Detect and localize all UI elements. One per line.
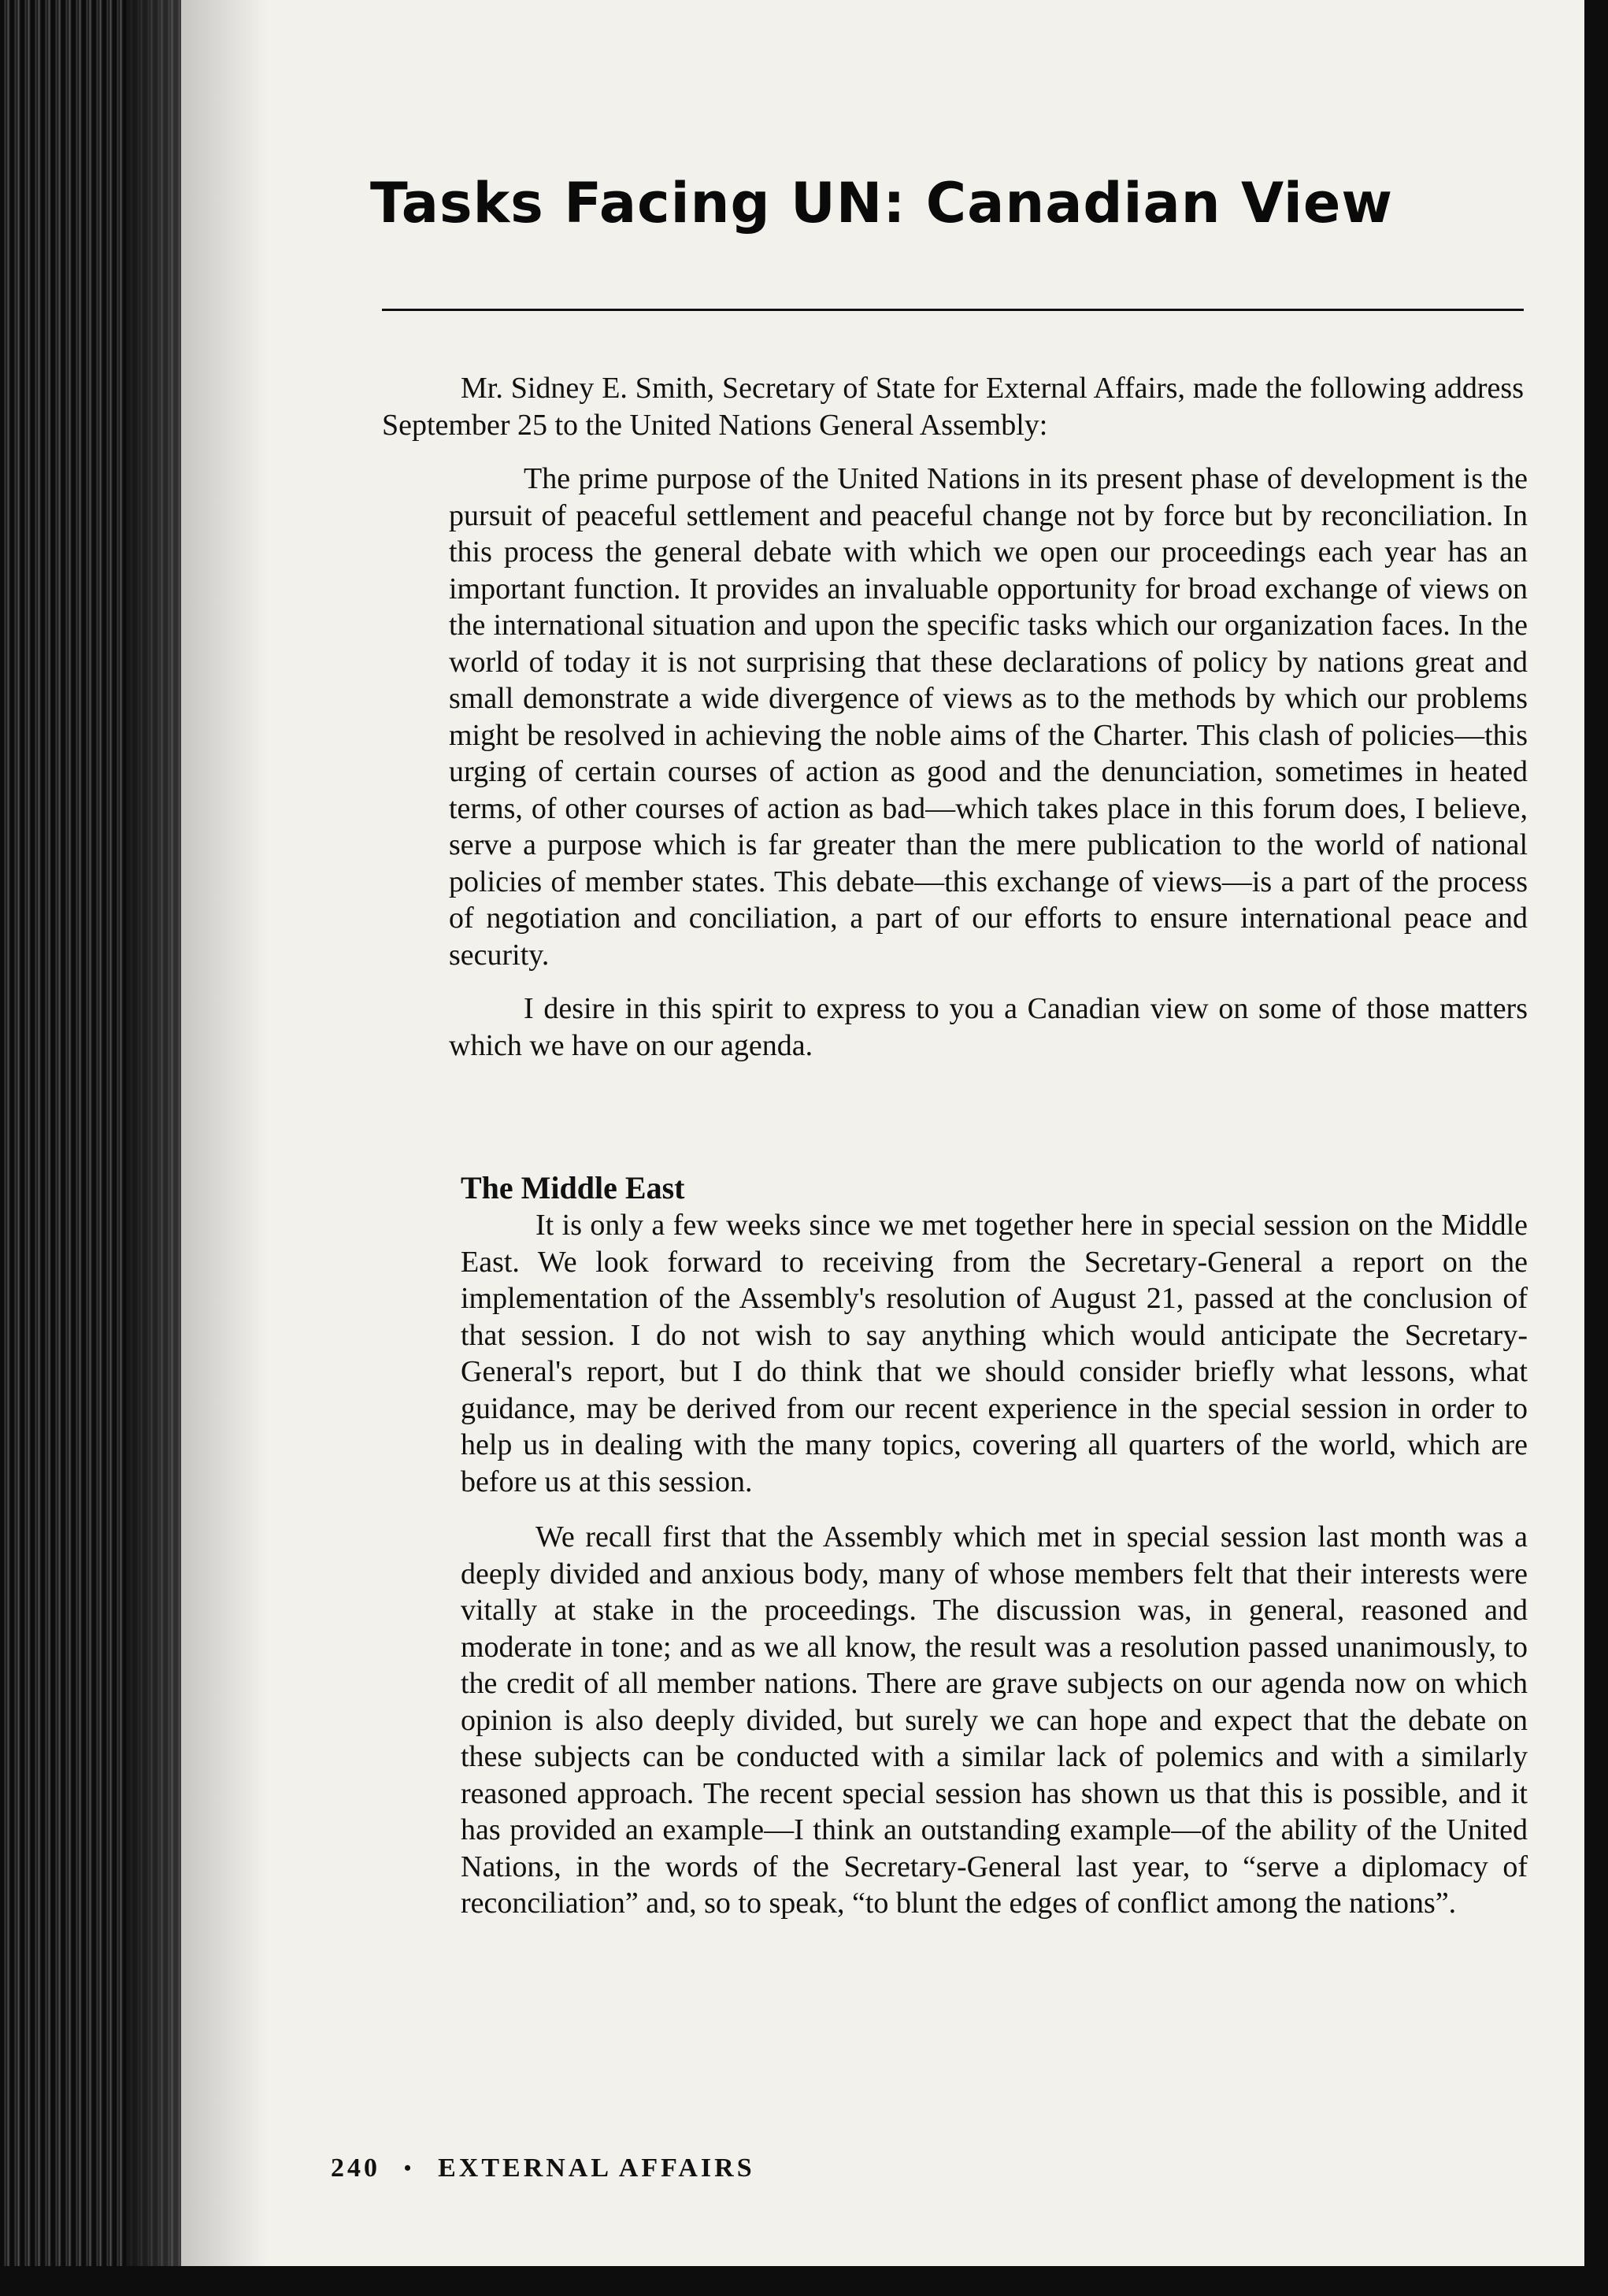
paragraph: The prime purpose of the United Nations in its present phase of development is the pursuit of peaceful settlement and peaceful change not by force but by reconciliation. In this process the general debate with which we open our proceedings each year has an important function. It provides an invaluable opportunity for broad exchange of views on the international situation and upon the specific tasks which our organization faces. In the world of today it is not surprising that these declarations of policy by nations great and small demonstrate a wide divergence of views as to the methods by which our problems might be resolved in achieving the noble aims of the Charter. This clash of policies—this urging of certain courses of action as good and the denunciation, sometimes in heated terms, of other courses of action as bad—which takes place in this forum does, I believe, serve a purpose which is far greater than the mere publication to the world of national policies of member states. This debate—this exchange of views—is a part of the process of negotiation and conciliation, a part of our efforts to ensure international peace and security. (449, 462, 1528, 972)
footer-bullet: • (404, 2157, 415, 2179)
title-divider (382, 309, 1524, 311)
article-header (370, 173, 1536, 234)
article-body (449, 461, 1528, 1064)
publication-name: EXTERNAL AFFAIRS (438, 2153, 755, 2183)
paragraph: We recall first that the Assembly which met in special session last month was a deeply divided and anxious body, many of whose members felt that their interests were vitally at stake in the proceedings. The discussion was, in general, reasoned and moderate in tone; and as we all know, the result was a resolution passed unanimously, to the credit of all member nations. There are grave subjects on our agenda now on which opinion is also deeply divided, but surely we can hope and expect that the debate on these subjects can be conducted with a similar lack of polemics and with a similarly reasoned approach. The recent special session has shown us that this is possible, and it has provided an example—I think an outstanding example—of the ability of the United Nations, in the words of the Secretary-General last year, to “serve a diplomacy of reconciliation” and, so to speak, “to blunt the edges of conflict among the nations”. (461, 1520, 1528, 1920)
article-title: Tasks Facing UN: Canadian View (370, 171, 1394, 235)
page-right-edge (1584, 0, 1608, 2296)
page-bottom-edge (0, 2266, 1608, 2296)
page-footer (331, 2153, 755, 2183)
binding-shadow (126, 0, 268, 2296)
paragraph: It is only a few weeks since we met together here in special session on the Middle East. We look forward to receiving from the Secretary-General a report on the implementation of the Assembly's resolution of August 21, passed at the conclusion of that session. I do not wish to say anything which would anticipate the Secretary-General's report, but I do think that we should consider briefly what lessons, what guidance, may be derived from our recent experience in the special session in order to help us in dealing with the many topics, covering all quarters of the world, which are before us at this session. (461, 1209, 1528, 1498)
article-intro: Mr. Sidney E. Smith, Secretary of State for External Affairs, made the following address September 25 to the United Nations General Assembly: (382, 372, 1524, 442)
section-heading: The Middle East (461, 1170, 685, 1205)
page-number: 240 (331, 2153, 380, 2183)
paragraph: I desire in this spirit to express to you a Canadian view on some of those matters which we have on our agenda. (449, 992, 1528, 1062)
section-middle-east (461, 1169, 1528, 1922)
